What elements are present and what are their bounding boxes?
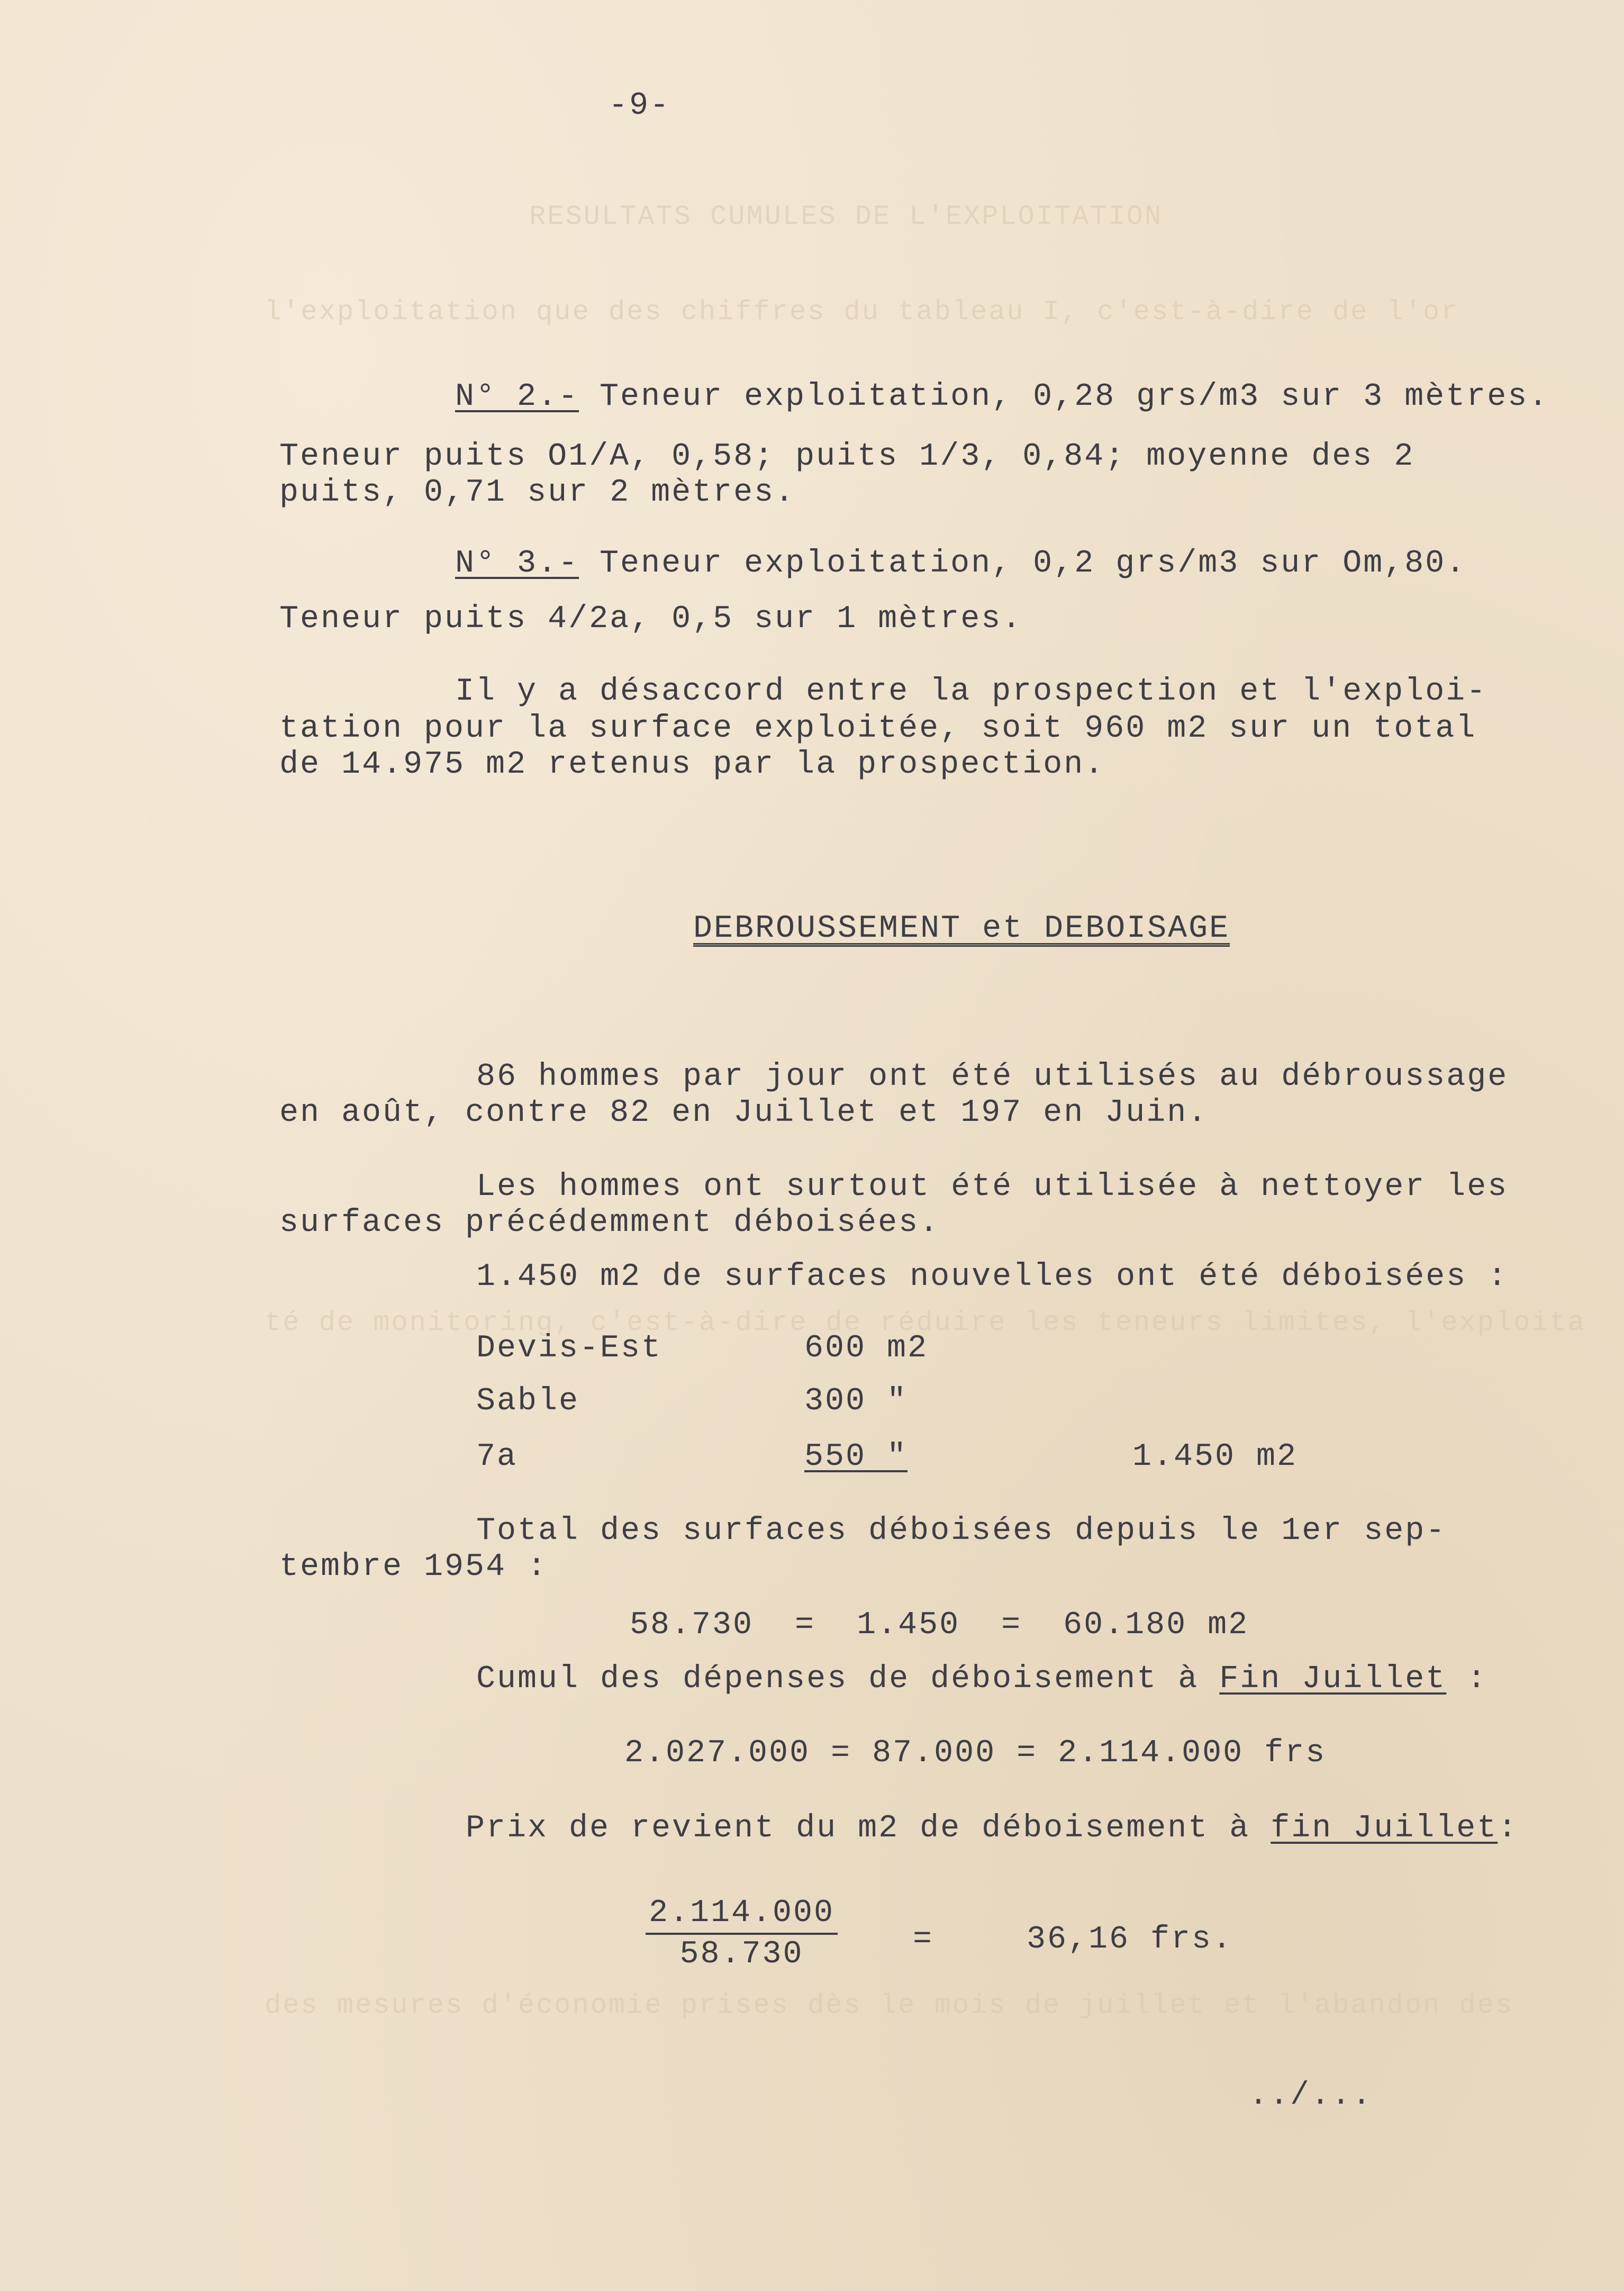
deboise-row-name: Sable — [476, 1383, 580, 1419]
para-surfaces-line1: Les hommes ont surtout été utilisée à nettoyer les — [476, 1169, 1509, 1205]
para-no2-text: Teneur exploitation, 0,28 grs/m3 sur 3 mètres. — [579, 379, 1549, 415]
para-prix-suffix: : — [1498, 1810, 1519, 1846]
bleed-through-text: RESULTATS CUMULES DE L'EXPLOITATION — [529, 201, 1163, 232]
para-no2-line3: puits, 0,71 sur 2 mètres. — [279, 475, 796, 511]
para-hommes-line1: 86 hommes par jour ont été utilisés au débroussage — [476, 1059, 1509, 1095]
para-surfaces-line2: surfaces précédemment déboisées. — [279, 1205, 940, 1241]
para-total-line2: tembre 1954 : — [279, 1549, 548, 1585]
para-cumul-line — [476, 1661, 1487, 1698]
para-no3-line1 — [455, 545, 1466, 582]
prix-fraction — [646, 1895, 838, 1973]
continuation-mark: ../... — [1249, 2078, 1373, 2114]
prix-denominator: 58.730 — [679, 1936, 804, 1972]
prix-numerator: 2.114.000 — [646, 1895, 838, 1935]
deboise-row-name: 7a — [476, 1439, 518, 1475]
para-desaccord-line1: Il y a désaccord entre la prospection et l'exploi- — [455, 674, 1487, 710]
para-hommes-line2: en août, contre 82 en Juillet et 197 en Juin. — [279, 1095, 1209, 1131]
deboise-row-name: Devis-Est — [476, 1330, 663, 1366]
para-prix-line — [466, 1810, 1518, 1847]
section-title: DEBROUSSEMENT et DEBOISAGE — [693, 911, 1230, 947]
page-number: -9- — [609, 88, 671, 124]
deboise-row-value: 550 " — [804, 1439, 908, 1475]
bleed-through-text: l'exploitation que des chiffres du tableau I, c'est-à-dire de l'or — [265, 296, 1459, 328]
para-cumul-suffix: : — [1446, 1661, 1488, 1697]
para-desaccord-line2: tation pour la surface exploitée, soit 960 m2 sur un total — [279, 711, 1477, 747]
para-cumul-equation: 2.027.000 = 87.000 = 2.114.000 frs — [624, 1735, 1327, 1771]
para-prix-underlined: fin Juillet — [1271, 1810, 1498, 1846]
para-total-equation: 58.730 = 1.450 = 60.180 m2 — [630, 1607, 1249, 1643]
para-no2-label: N° 2.- — [455, 379, 579, 415]
bleed-through-text: té de monitoring, c'est-à-dire de réduire les teneurs limites, l'exploita — [265, 1307, 1586, 1338]
para-no3-text: Teneur exploitation, 0,2 grs/m3 sur Om,80. — [579, 546, 1467, 582]
para-no2-line1 — [455, 378, 1549, 415]
para-cumul-prefix: Cumul des dépenses de déboisement à — [476, 1661, 1220, 1697]
deboise-total: 1.450 m2 — [1132, 1439, 1298, 1475]
para-no3-line2: Teneur puits 4/2a, 0,5 sur 1 mètres. — [279, 601, 1023, 637]
para-total-line1: Total des surfaces déboisées depuis le 1er sep- — [476, 1513, 1447, 1549]
para-nouvelles: 1.450 m2 de surfaces nouvelles ont été déboisées : — [476, 1259, 1509, 1295]
para-no3-label: N° 3.- — [455, 546, 579, 582]
para-no2-line2: Teneur puits O1/A, 0,58; puits 1/3, 0,84; moyenne des 2 — [279, 439, 1415, 475]
bleed-through-text: des mesures d'économie prises dès le mois de juillet et l'abandon des — [265, 1990, 1514, 2021]
para-prix-prefix: Prix de revient du m2 de déboisement à — [466, 1810, 1271, 1846]
para-desaccord-line3: de 14.975 m2 retenus par la prospection. — [279, 747, 1105, 783]
para-cumul-underlined: Fin Juillet — [1219, 1661, 1447, 1697]
deboise-row-value: 300 " — [804, 1383, 908, 1419]
deboise-row-value: 600 m2 — [804, 1330, 929, 1366]
prix-result: 36,16 frs. — [1027, 1922, 1233, 1958]
prix-equals: = — [913, 1922, 934, 1958]
